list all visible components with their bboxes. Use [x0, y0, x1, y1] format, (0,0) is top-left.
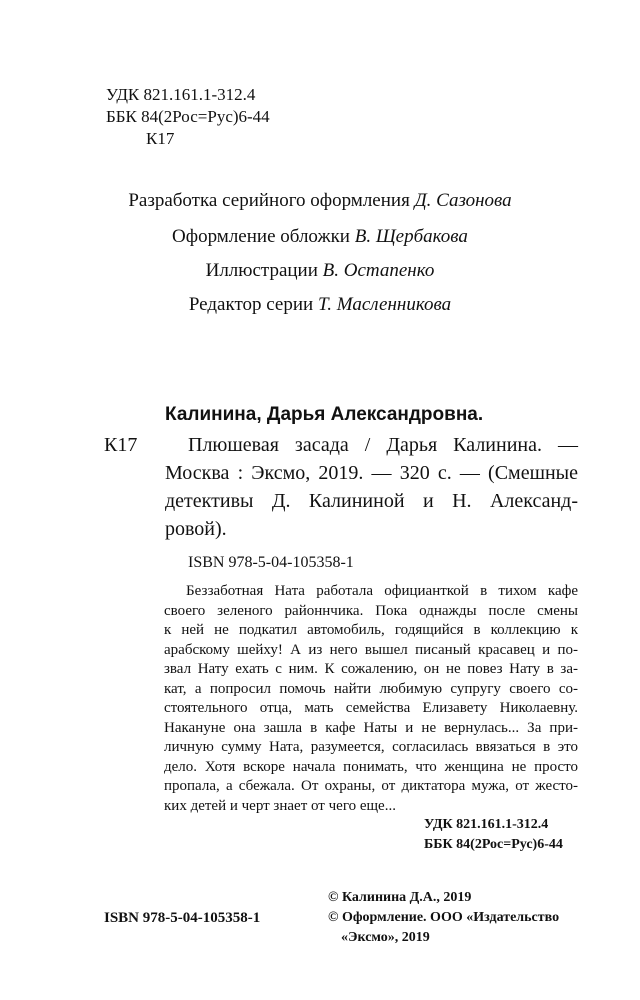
- credit-role: Разработка серийного оформления: [128, 190, 410, 211]
- annotation-line: пропала, а сбежала. От охраны, от диктатора мужа, от жесто-: [164, 778, 578, 794]
- credit-name: Д. Сазонова: [414, 190, 512, 211]
- footer-udk-code: УДК 821.161.1-312.4: [424, 817, 549, 832]
- credit-name: Т. Масленникова: [317, 294, 452, 315]
- copyright-publisher: «Эксмо», 2019: [341, 930, 430, 945]
- annotation-line: звал Нату ехать с ним. К сожалению, он не повез Нату в за-: [164, 661, 578, 677]
- copyright-author: © Калинина Д.А., 2019: [328, 890, 472, 905]
- author-mark-top: К17: [146, 129, 175, 148]
- annotation-line: стоятельного отца, мать семейства Елизавету Николаевну.: [164, 700, 578, 716]
- annotation-line: ких детей и черт знает от чего еще...: [164, 797, 396, 814]
- annotation: [164, 582, 578, 816]
- record-line-1: Плюшевая засада / Дарья Калинина. —: [188, 434, 578, 456]
- annotation-line: своего зеленого районнчика. Пока однажды после смены: [164, 602, 578, 619]
- footer-bbk-code: ББК 84(2Рос=Рус)6-44: [424, 837, 563, 852]
- udk-code: УДК 821.161.1-312.4: [106, 85, 256, 104]
- annotation-line: Накануне она зашла в кафе Наты и не вернулась... За при-: [164, 719, 578, 736]
- credit-cover-design: [0, 226, 640, 248]
- annotation-line: дело. Хотя вскоре начала понимать, что женщина не просто: [164, 758, 578, 775]
- record-isbn: ISBN 978-5-04-105358-1: [188, 554, 354, 571]
- isbn-bottom: ISBN 978-5-04-105358-1: [104, 910, 261, 926]
- credit-name: В. Остапенко: [322, 260, 435, 281]
- bbk-code: ББК 84(2Рос=Рус)6-44: [106, 107, 270, 126]
- annotation-line: личную сумму Ната, разумеется, согласилась ввязаться в это: [164, 739, 578, 755]
- annotation-line: арабскому шейху! А из него вышел писаный красавец и по-: [164, 641, 578, 658]
- credit-role: Иллюстрации: [205, 260, 318, 281]
- copyright-design: © Оформление. ООО «Издательство: [328, 910, 560, 925]
- credit-role: Редактор серии: [188, 294, 314, 315]
- record-line-2: Москва : Эксмо, 2019. — 320 с. — (Смешные: [165, 462, 578, 484]
- annotation-line: к ней не подкатил автомобиль, годящийся в коллекцию к: [164, 622, 578, 638]
- credit-name: В. Щербакова: [354, 226, 468, 247]
- credit-series-editor: [0, 294, 640, 316]
- credit-illustrations: [0, 260, 640, 282]
- credit-role: Оформление обложки: [172, 226, 350, 247]
- annotation-line: Беззаботная Ната работала официанткой в тихом кафе: [186, 583, 578, 599]
- credit-series-design: [0, 190, 640, 212]
- annotation-line: кат, а попросил помочь найти любимую супругу своего со-: [164, 680, 578, 697]
- record-author-mark: К17: [104, 434, 138, 456]
- record-line-3: детективы Д. Калининой и Н. Александ-: [165, 490, 578, 512]
- record-line-4: ровой).: [165, 518, 227, 540]
- record-author: Калинина, Дарья Александровна.: [165, 404, 484, 425]
